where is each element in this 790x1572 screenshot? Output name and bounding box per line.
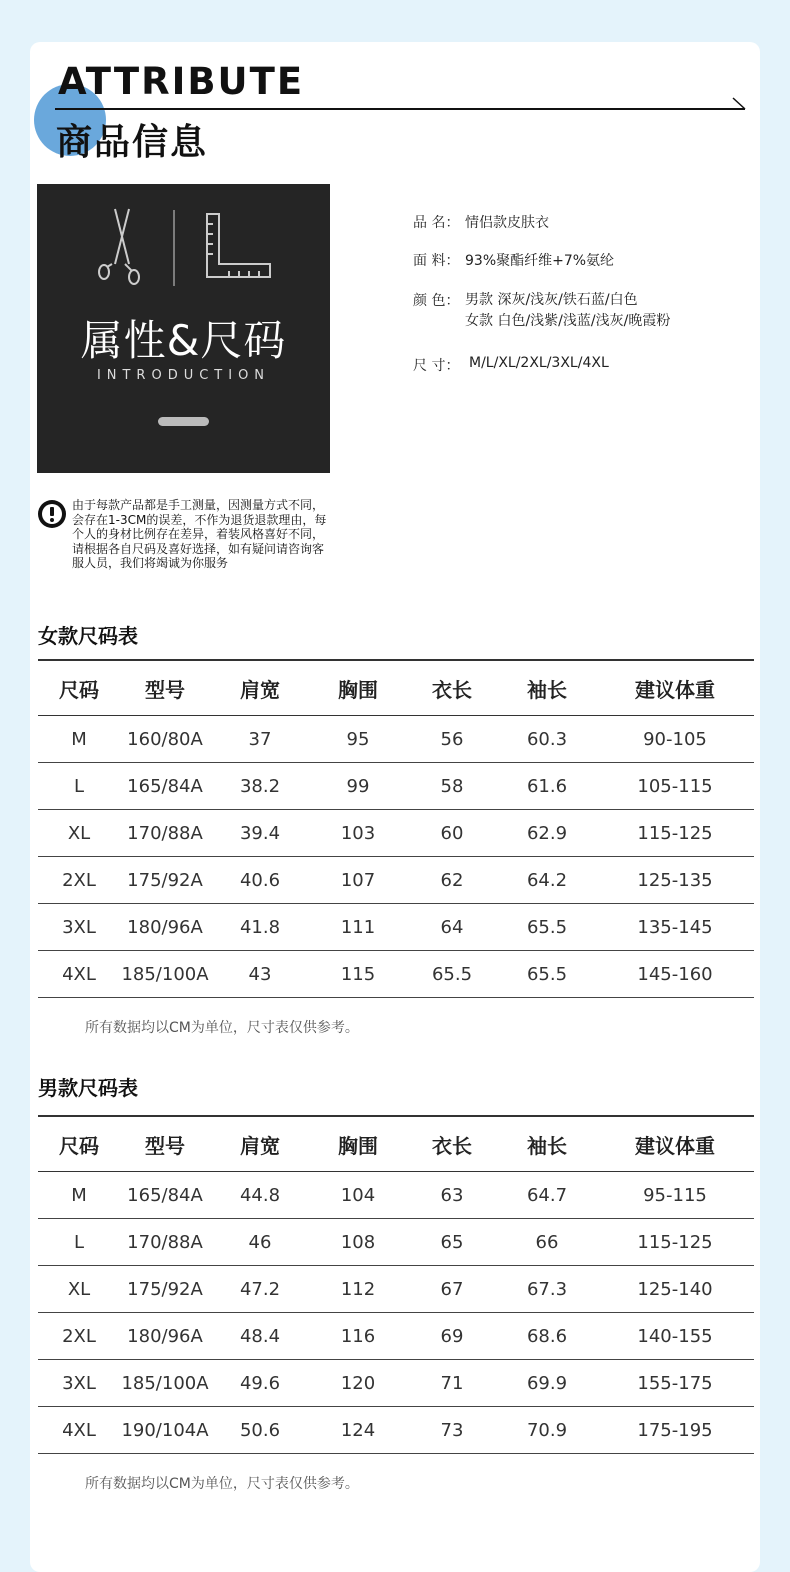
fabric-label: 面 料：	[413, 253, 460, 269]
table-cell: 62.9	[498, 810, 596, 857]
table-cell: 65.5	[498, 951, 596, 998]
table-cell: 48.4	[210, 1313, 310, 1360]
table-cell: 115	[310, 951, 406, 998]
table-cell: 60	[406, 810, 498, 857]
color-row	[413, 290, 670, 332]
women-size-table	[38, 659, 754, 998]
header-cell: 胸围	[310, 660, 406, 716]
table-cell: 68.6	[498, 1313, 596, 1360]
table-cell: 115-125	[596, 1219, 754, 1266]
table-cell: L	[38, 1219, 120, 1266]
table-cell: 170/88A	[120, 1219, 210, 1266]
measurement-notice: 由于每款产品都是手工测量，因测量方式不同，会存在1-3CM的误差，不作为退货退款理由，每个人的身材比例存在差异，着装风格喜好不同，请根据各自尺码及喜好选择，如有疑问请咨询客服人员，我们将竭诚为你服务	[72, 498, 327, 570]
header-cell: 衣长	[406, 660, 498, 716]
table-cell: 73	[406, 1407, 498, 1454]
table-cell: M	[38, 1172, 120, 1219]
table-row	[38, 810, 754, 857]
men-table-note: 所有数据均以CM为单位，尺寸表仅供参考。	[85, 1476, 359, 1492]
header-cell: 型号	[120, 1116, 210, 1172]
table-cell: 70.9	[498, 1407, 596, 1454]
table-cell: 124	[310, 1407, 406, 1454]
table-cell: 56	[406, 716, 498, 763]
table-cell: 185/100A	[120, 951, 210, 998]
table-cell: 40.6	[210, 857, 310, 904]
table-cell: 145-160	[596, 951, 754, 998]
table-cell: XL	[38, 1266, 120, 1313]
table-cell: 65	[406, 1219, 498, 1266]
ruler-icon	[207, 214, 270, 277]
table-cell: 115-125	[596, 810, 754, 857]
table-cell: 165/84A	[120, 763, 210, 810]
table-row	[38, 857, 754, 904]
table-cell: 90-105	[596, 716, 754, 763]
table-row	[38, 763, 754, 810]
table-row	[38, 1360, 754, 1407]
table-cell: 2XL	[38, 1313, 120, 1360]
product-name-label: 品 名：	[413, 215, 460, 231]
table-cell: 37	[210, 716, 310, 763]
header-divider	[55, 96, 747, 112]
table-cell: 62	[406, 857, 498, 904]
table-cell: 58	[406, 763, 498, 810]
table-cell: 160/80A	[120, 716, 210, 763]
table-cell: 44.8	[210, 1172, 310, 1219]
table-cell: 2XL	[38, 857, 120, 904]
table-cell: 71	[406, 1360, 498, 1407]
product-name-row	[413, 212, 549, 232]
table-cell: 104	[310, 1172, 406, 1219]
table-cell: 4XL	[38, 951, 120, 998]
table-cell: 67.3	[498, 1266, 596, 1313]
table-cell: M	[38, 716, 120, 763]
fabric-value: 93%聚酯纤维+7%氨纶	[465, 253, 615, 269]
table-cell: 63	[406, 1172, 498, 1219]
banner-subtitle: INTRODUCTION	[96, 368, 271, 383]
banner-title: 属性&尺码	[80, 316, 287, 365]
table-cell: 125-140	[596, 1266, 754, 1313]
header-cell: 尺码	[38, 1116, 120, 1172]
fabric-row	[413, 250, 614, 270]
exclamation-icon	[37, 498, 69, 530]
table-cell: 95-115	[596, 1172, 754, 1219]
table-cell: 170/88A	[120, 810, 210, 857]
size-row	[413, 355, 609, 375]
table-cell: 185/100A	[120, 1360, 210, 1407]
table-cell: 175-195	[596, 1407, 754, 1454]
table-cell: 175/92A	[120, 857, 210, 904]
table-cell: 38.2	[210, 763, 310, 810]
table-cell: 103	[310, 810, 406, 857]
color-men: 男款 深灰/浅灰/铁石蓝/白色	[465, 292, 638, 308]
table-cell: 3XL	[38, 1360, 120, 1407]
table-cell: 43	[210, 951, 310, 998]
header-cell: 袖长	[498, 660, 596, 716]
table-row	[38, 1266, 754, 1313]
table-cell: 180/96A	[120, 1313, 210, 1360]
table-cell: 95	[310, 716, 406, 763]
table-cell: 99	[310, 763, 406, 810]
table-cell: 125-135	[596, 857, 754, 904]
table-cell: 165/84A	[120, 1172, 210, 1219]
color-women: 女款 白色/浅紫/浅蓝/浅灰/晚霞粉	[465, 313, 671, 329]
header-cell: 建议体重	[596, 660, 754, 716]
table-cell: 155-175	[596, 1360, 754, 1407]
color-label: 颜 色：	[413, 293, 460, 309]
table-cell: 3XL	[38, 904, 120, 951]
product-name: 情侣款皮肤衣	[465, 215, 549, 231]
banner-bar	[158, 417, 209, 426]
table-cell: 140-155	[596, 1313, 754, 1360]
women-table-note: 所有数据均以CM为单位，尺寸表仅供参考。	[85, 1020, 359, 1036]
table-cell: 60.3	[498, 716, 596, 763]
table-header-row	[38, 660, 754, 716]
header-cell: 建议体重	[596, 1116, 754, 1172]
product-info-heading: 商品信息	[56, 122, 209, 163]
table-cell: 4XL	[38, 1407, 120, 1454]
table-row	[38, 1407, 754, 1454]
table-row	[38, 716, 754, 763]
table-cell: 135-145	[596, 904, 754, 951]
table-header-row	[38, 1116, 754, 1172]
table-row	[38, 951, 754, 998]
scissors-icon	[99, 209, 139, 284]
table-cell: 46	[210, 1219, 310, 1266]
table-cell: 61.6	[498, 763, 596, 810]
header-cell: 肩宽	[210, 660, 310, 716]
table-cell: 108	[310, 1219, 406, 1266]
table-cell: 112	[310, 1266, 406, 1313]
header-cell: 肩宽	[210, 1116, 310, 1172]
attribute-banner	[37, 184, 330, 473]
table-cell: 50.6	[210, 1407, 310, 1454]
table-row	[38, 1219, 754, 1266]
table-cell: 64	[406, 904, 498, 951]
table-cell: 65.5	[406, 951, 498, 998]
table-cell: 180/96A	[120, 904, 210, 951]
table-row	[38, 904, 754, 951]
header-cell: 尺码	[38, 660, 120, 716]
women-table-title: 女款尺码表	[38, 624, 138, 648]
header-cell: 袖长	[498, 1116, 596, 1172]
table-cell: 69.9	[498, 1360, 596, 1407]
table-cell: 69	[406, 1313, 498, 1360]
table-cell: 39.4	[210, 810, 310, 857]
men-size-table	[38, 1115, 754, 1454]
table-cell: 65.5	[498, 904, 596, 951]
table-cell: 47.2	[210, 1266, 310, 1313]
attribute-heading: ATTRIBUTE	[58, 60, 305, 103]
table-cell: 120	[310, 1360, 406, 1407]
table-cell: L	[38, 763, 120, 810]
table-cell: 107	[310, 857, 406, 904]
table-cell: XL	[38, 810, 120, 857]
header-cell: 型号	[120, 660, 210, 716]
table-cell: 111	[310, 904, 406, 951]
table-cell: 105-115	[596, 763, 754, 810]
size-values: M/L/XL/2XL/3XL/4XL	[469, 355, 609, 371]
table-cell: 64.7	[498, 1172, 596, 1219]
table-cell: 64.2	[498, 857, 596, 904]
table-cell: 116	[310, 1313, 406, 1360]
table-cell: 49.6	[210, 1360, 310, 1407]
table-cell: 175/92A	[120, 1266, 210, 1313]
table-row	[38, 1313, 754, 1360]
table-cell: 66	[498, 1219, 596, 1266]
table-cell: 67	[406, 1266, 498, 1313]
men-table-title: 男款尺码表	[38, 1076, 138, 1100]
table-cell: 190/104A	[120, 1407, 210, 1454]
table-row	[38, 1172, 754, 1219]
header-cell: 衣长	[406, 1116, 498, 1172]
size-label: 尺 寸：	[413, 358, 460, 374]
header-cell: 胸围	[310, 1116, 406, 1172]
table-cell: 41.8	[210, 904, 310, 951]
